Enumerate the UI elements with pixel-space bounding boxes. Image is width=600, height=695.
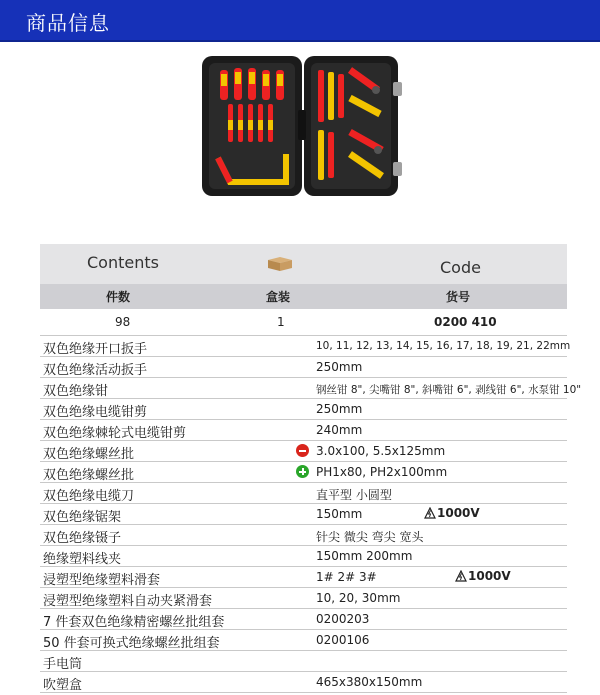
table-row — [40, 357, 567, 378]
table-row — [40, 525, 567, 546]
item-name: 浸塑型绝缘塑料自动夹紧滑套 — [43, 594, 213, 609]
item-spec: 3.0x100, 5.5x125mm — [316, 444, 446, 458]
voltage-value: 1000V — [468, 569, 511, 583]
item-spec: 直平型 小圆型 — [316, 488, 392, 502]
item-name: 双色绝缘棘轮式电缆钳剪 — [43, 426, 187, 441]
voltage-rating — [455, 569, 511, 583]
table-row — [40, 420, 567, 441]
item-spec: 250mm — [316, 402, 363, 416]
count-value: 98 — [115, 315, 131, 329]
item-name: 双色绝缘活动扳手 — [43, 363, 148, 378]
item-spec: 240mm — [316, 423, 363, 437]
voltage-triangle-icon — [424, 507, 436, 519]
item-spec: 10, 20, 30mm — [316, 591, 401, 605]
item-name: 吹塑盒 — [43, 678, 83, 693]
item-spec: 0200106 — [316, 633, 370, 647]
count-header: 件数 — [106, 290, 131, 304]
item-name: 双色绝缘锯架 — [43, 510, 122, 525]
item-name: 双色绝缘螺丝批 — [43, 468, 135, 483]
table-row — [40, 335, 571, 357]
item-spec: PH1x80, PH2x100mm — [316, 465, 448, 479]
item-spec: 250mm — [316, 360, 363, 374]
table-row — [40, 546, 567, 567]
box-value: 1 — [277, 315, 285, 329]
page-title: 商品信息 — [26, 11, 110, 35]
code-header: 货号 — [446, 290, 471, 304]
item-name: 绝缘塑料线夹 — [43, 552, 122, 567]
item-spec: 150mm 200mm — [316, 549, 413, 563]
item-spec: 钢丝钳 8", 尖嘴钳 8", 斜嘴钳 6", 剥线钳 6", 水泵钳 10" — [316, 384, 582, 396]
box-header: 盒装 — [266, 290, 291, 304]
table-row — [40, 378, 582, 399]
item-name: 手电筒 — [43, 657, 83, 672]
table-row — [40, 441, 567, 462]
product-photo — [200, 50, 406, 200]
item-spec: 1# 2# 3# — [316, 570, 377, 584]
item-name: 双色绝缘电缆钳剪 — [43, 405, 148, 420]
table-row — [40, 399, 567, 420]
contents-label: Contents — [87, 253, 159, 272]
cardboard-box-icon — [265, 256, 295, 272]
item-spec: 150mm — [316, 507, 363, 521]
contents-table — [40, 335, 582, 693]
table-row — [40, 651, 567, 672]
item-spec: 针尖 微尖 弯尖 宽头 — [316, 530, 424, 544]
item-name: 双色绝缘开口扳手 — [43, 342, 148, 357]
code-label: Code — [440, 258, 481, 277]
table-row — [40, 630, 567, 651]
voltage-rating — [424, 506, 480, 520]
code-value: 0200 410 — [434, 315, 497, 329]
voltage-triangle-icon — [455, 570, 467, 582]
item-name: 50 件套可换式绝缘螺丝批组套 — [43, 636, 220, 651]
item-name: 双色绝缘镊子 — [43, 531, 122, 546]
table-row — [40, 483, 567, 504]
header-divider — [0, 40, 600, 42]
phillips-screwdriver-icon — [296, 465, 309, 478]
voltage-value: 1000V — [437, 506, 480, 520]
table-row — [40, 462, 567, 483]
item-spec: 10, 11, 12, 13, 14, 15, 16, 17, 18, 19, 21, 22mm — [316, 340, 571, 352]
table-row — [40, 567, 567, 588]
table-row — [40, 504, 567, 525]
item-name: 双色绝缘螺丝批 — [43, 447, 135, 462]
item-name: 双色绝缘钳 — [43, 384, 109, 399]
table-row — [40, 672, 567, 693]
item-name: 浸塑型绝缘塑料滑套 — [43, 573, 161, 588]
slotted-screwdriver-icon — [296, 444, 309, 457]
table-row — [40, 588, 567, 609]
item-name: 双色绝缘电缆刀 — [43, 489, 135, 504]
table-row — [40, 609, 567, 630]
item-spec: 465x380x150mm — [316, 675, 423, 689]
item-spec: 0200203 — [316, 612, 370, 626]
item-name: 7 件套双色绝缘精密螺丝批组套 — [43, 615, 225, 630]
